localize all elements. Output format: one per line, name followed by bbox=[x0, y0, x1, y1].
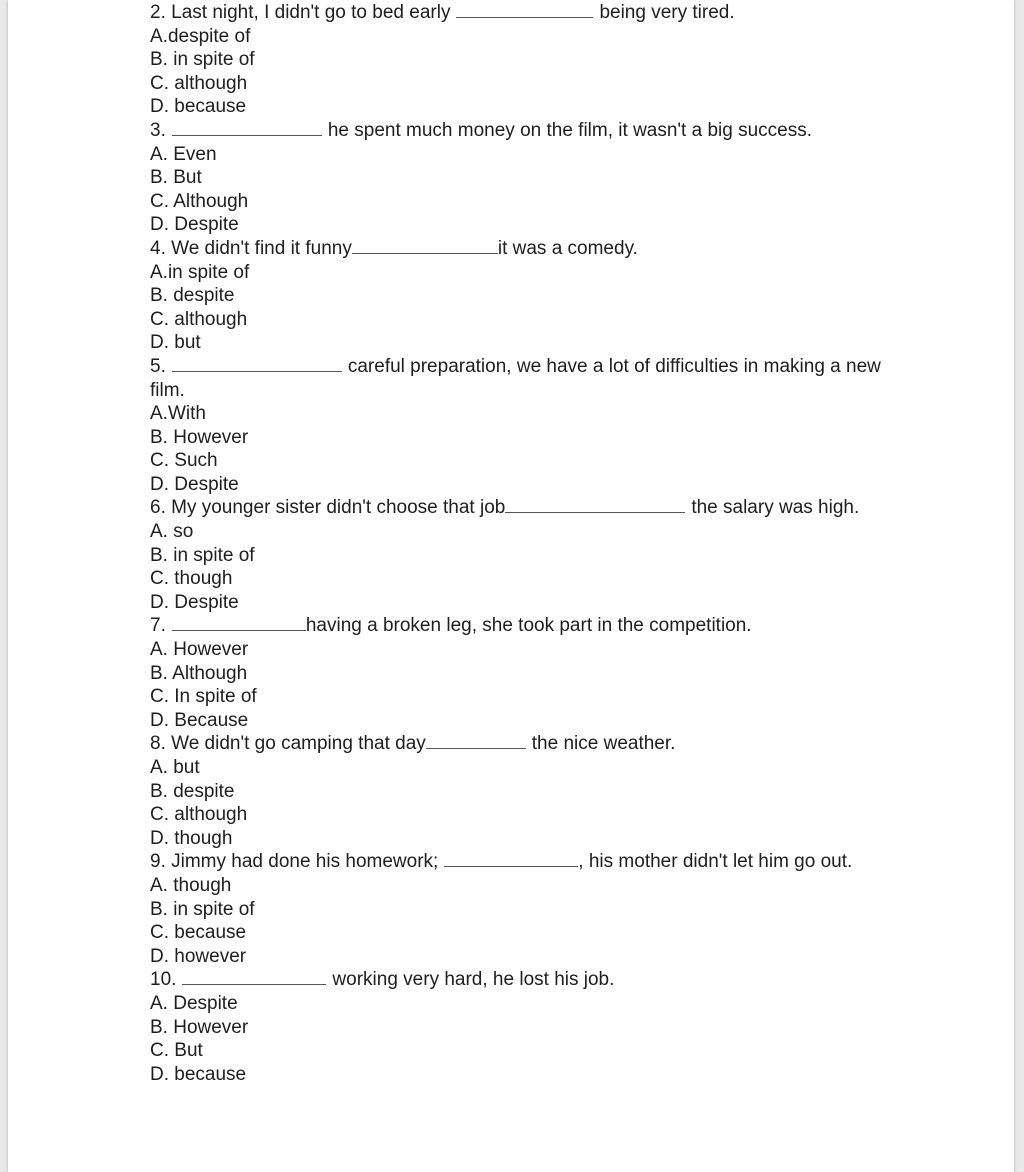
option-b: B. Although bbox=[150, 662, 248, 684]
option-d: D. however bbox=[150, 945, 247, 967]
question-text: 9. Jimmy had done his homework; bbox=[150, 851, 439, 873]
option-c: C. because bbox=[150, 922, 247, 944]
option-b: B. despite bbox=[150, 780, 235, 802]
option-b: B. However bbox=[150, 1016, 249, 1038]
option-b: B. in spite of bbox=[150, 544, 255, 566]
question-10-stem bbox=[150, 968, 950, 992]
question-text: 8. We didn't go camping that day bbox=[150, 733, 426, 755]
question-text: careful preparation, we have a lot of difficulties in making a new bbox=[347, 355, 881, 377]
question-text: , his mother didn't let him go out. bbox=[578, 851, 853, 873]
option-b: B. But bbox=[150, 167, 202, 189]
exercise-list bbox=[150, 1, 950, 1086]
document-page bbox=[8, 0, 1014, 1172]
question-2-stem bbox=[150, 1, 950, 25]
option-a: A.With bbox=[150, 403, 206, 425]
option-d: D. Despite bbox=[150, 473, 239, 495]
answer-blank bbox=[172, 615, 306, 631]
question-text: 2. Last night, I didn't go to bed early bbox=[150, 2, 451, 23]
answer-blank bbox=[182, 969, 326, 985]
question-5-continuation: film. bbox=[150, 379, 185, 401]
option-d: D. Because bbox=[150, 709, 249, 731]
answer-blank bbox=[456, 2, 593, 18]
option-d: D. because bbox=[150, 96, 247, 118]
option-a: A. so bbox=[150, 521, 194, 543]
option-c: C. although bbox=[150, 72, 248, 94]
question-4-stem bbox=[150, 237, 950, 261]
answer-blank bbox=[172, 120, 322, 136]
option-c: C. But bbox=[150, 1040, 203, 1062]
option-a: A. Even bbox=[150, 143, 217, 165]
option-a: A. Despite bbox=[150, 992, 238, 1014]
answer-blank bbox=[352, 238, 498, 254]
option-a: A. though bbox=[150, 874, 232, 896]
option-b: B. despite bbox=[150, 285, 235, 307]
question-8-stem bbox=[150, 732, 950, 756]
option-c: C. although bbox=[150, 308, 248, 330]
answer-blank bbox=[172, 356, 342, 372]
answer-blank bbox=[505, 497, 685, 513]
option-c: C. though bbox=[150, 568, 233, 590]
option-c: C. Although bbox=[150, 190, 249, 212]
option-d: D. Despite bbox=[150, 214, 239, 236]
question-text: 7. bbox=[150, 615, 166, 637]
question-6-stem bbox=[150, 496, 950, 520]
option-d: D. but bbox=[150, 332, 201, 354]
question-text: 6. My younger sister didn't choose that job bbox=[150, 497, 506, 519]
option-a: A.despite of bbox=[150, 25, 251, 47]
option-b: B. in spite of bbox=[150, 898, 255, 920]
question-text: he spent much money on the film, it wasn't a big success. bbox=[327, 119, 812, 141]
question-5-stem bbox=[150, 355, 950, 379]
option-d: D. though bbox=[150, 827, 233, 849]
option-b: B. in spite of bbox=[150, 49, 255, 71]
option-d: D. because bbox=[150, 1063, 247, 1085]
question-3-stem bbox=[150, 119, 950, 143]
option-c: C. although bbox=[150, 804, 248, 826]
question-text: working very hard, he lost his job. bbox=[332, 969, 615, 991]
question-text: 4. We didn't find it funny bbox=[150, 237, 352, 259]
option-a: A.in spite of bbox=[150, 261, 250, 283]
question-text: the salary was high. bbox=[691, 497, 860, 519]
answer-blank bbox=[426, 733, 526, 749]
answer-blank bbox=[444, 851, 578, 867]
option-c: C. Such bbox=[150, 450, 218, 472]
question-9-stem bbox=[150, 850, 950, 874]
question-text: 3. bbox=[150, 119, 166, 141]
option-c: C. In spite of bbox=[150, 686, 257, 708]
option-a: A. but bbox=[150, 757, 200, 778]
question-text: having a broken leg, she took part in the competition. bbox=[305, 615, 752, 637]
option-b: B. However bbox=[150, 426, 249, 448]
question-7-stem bbox=[150, 614, 950, 638]
question-text: 5. bbox=[150, 355, 166, 377]
option-a: A. However bbox=[150, 639, 249, 661]
question-text: being very tired. bbox=[599, 2, 735, 23]
question-text: 10. bbox=[150, 969, 177, 991]
question-text: it was a comedy. bbox=[497, 237, 638, 259]
question-text: the nice weather. bbox=[531, 733, 676, 755]
option-d: D. Despite bbox=[150, 591, 239, 613]
